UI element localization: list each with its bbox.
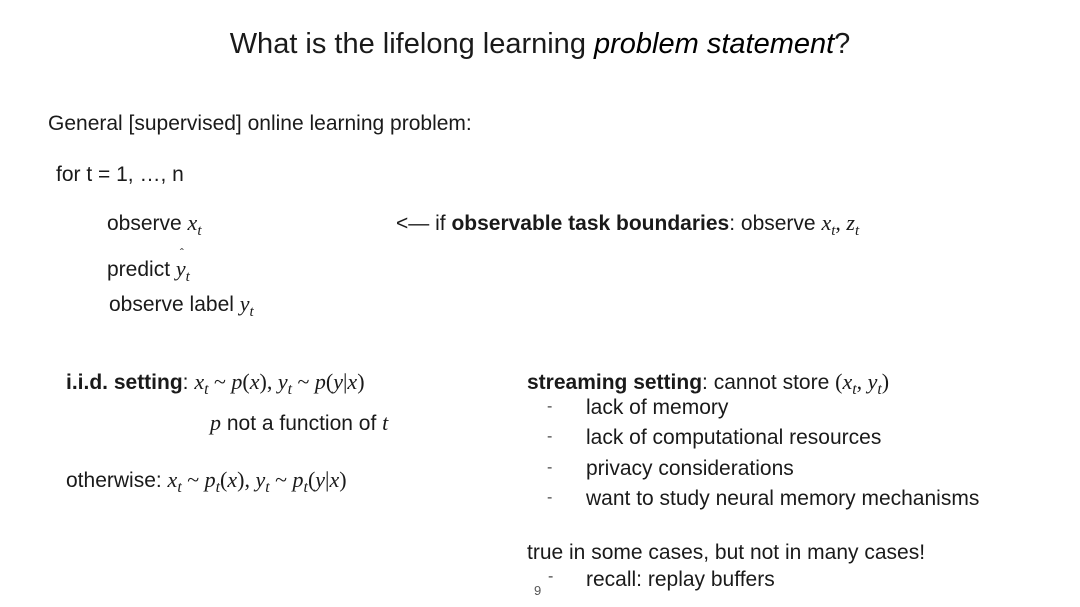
task-boundaries-bold: observable task boundaries [451,212,730,235]
recall-marker: - [548,568,554,585]
page-number: 9 [534,583,542,598]
task-boundaries-note: <— if observable task boundaries: observe $x_t$, $z_t$ [396,210,860,239]
iid-setting: i.i.d. setting: $x_t$ ~ p(x), $y_t$ ~ p(y|x) [66,369,365,399]
loop-header: for t = 1, …, n [56,163,184,186]
subtitle: General [supervised] online learning problem: [48,112,472,135]
streaming-setting-bold: streaming setting [527,371,703,394]
iid-note: p not a function of t [210,410,389,435]
otherwise-formula: $x_t$ ~ $p_t(x)$, $y_t$ ~ $p_t(y|x)$ [167,467,347,497]
step-predict-y: predict ˆ $y_t$ [107,246,190,285]
iid-formula: $x_t$ ~ p(x), $y_t$ ~ p(y|x) [194,369,365,399]
iid-setting-bold: i.i.d. setting [66,371,183,394]
step-observe-label: observe label $y_t$ [109,291,254,320]
streaming-formula: ($x_t$, $y_t$) [835,369,890,399]
footer-note: true in some cases, but not in many cases! [527,541,926,564]
streaming-setting: streaming setting: cannot store ($x_t$, $y_t$) [527,369,890,399]
title-emphasis: problem statement [594,28,835,60]
hat-accent: ˆ [179,246,184,260]
step-observe-x: observe $x_t$ [107,210,202,239]
recall-text: recall: replay buffers [586,568,775,591]
slide-title: What is the lifelong learning problem statement? [229,28,851,60]
otherwise-setting: otherwise: $x_t$ ~ $p_t(x)$, $y_t$ ~ $p_t(y|x)$ [66,467,347,497]
